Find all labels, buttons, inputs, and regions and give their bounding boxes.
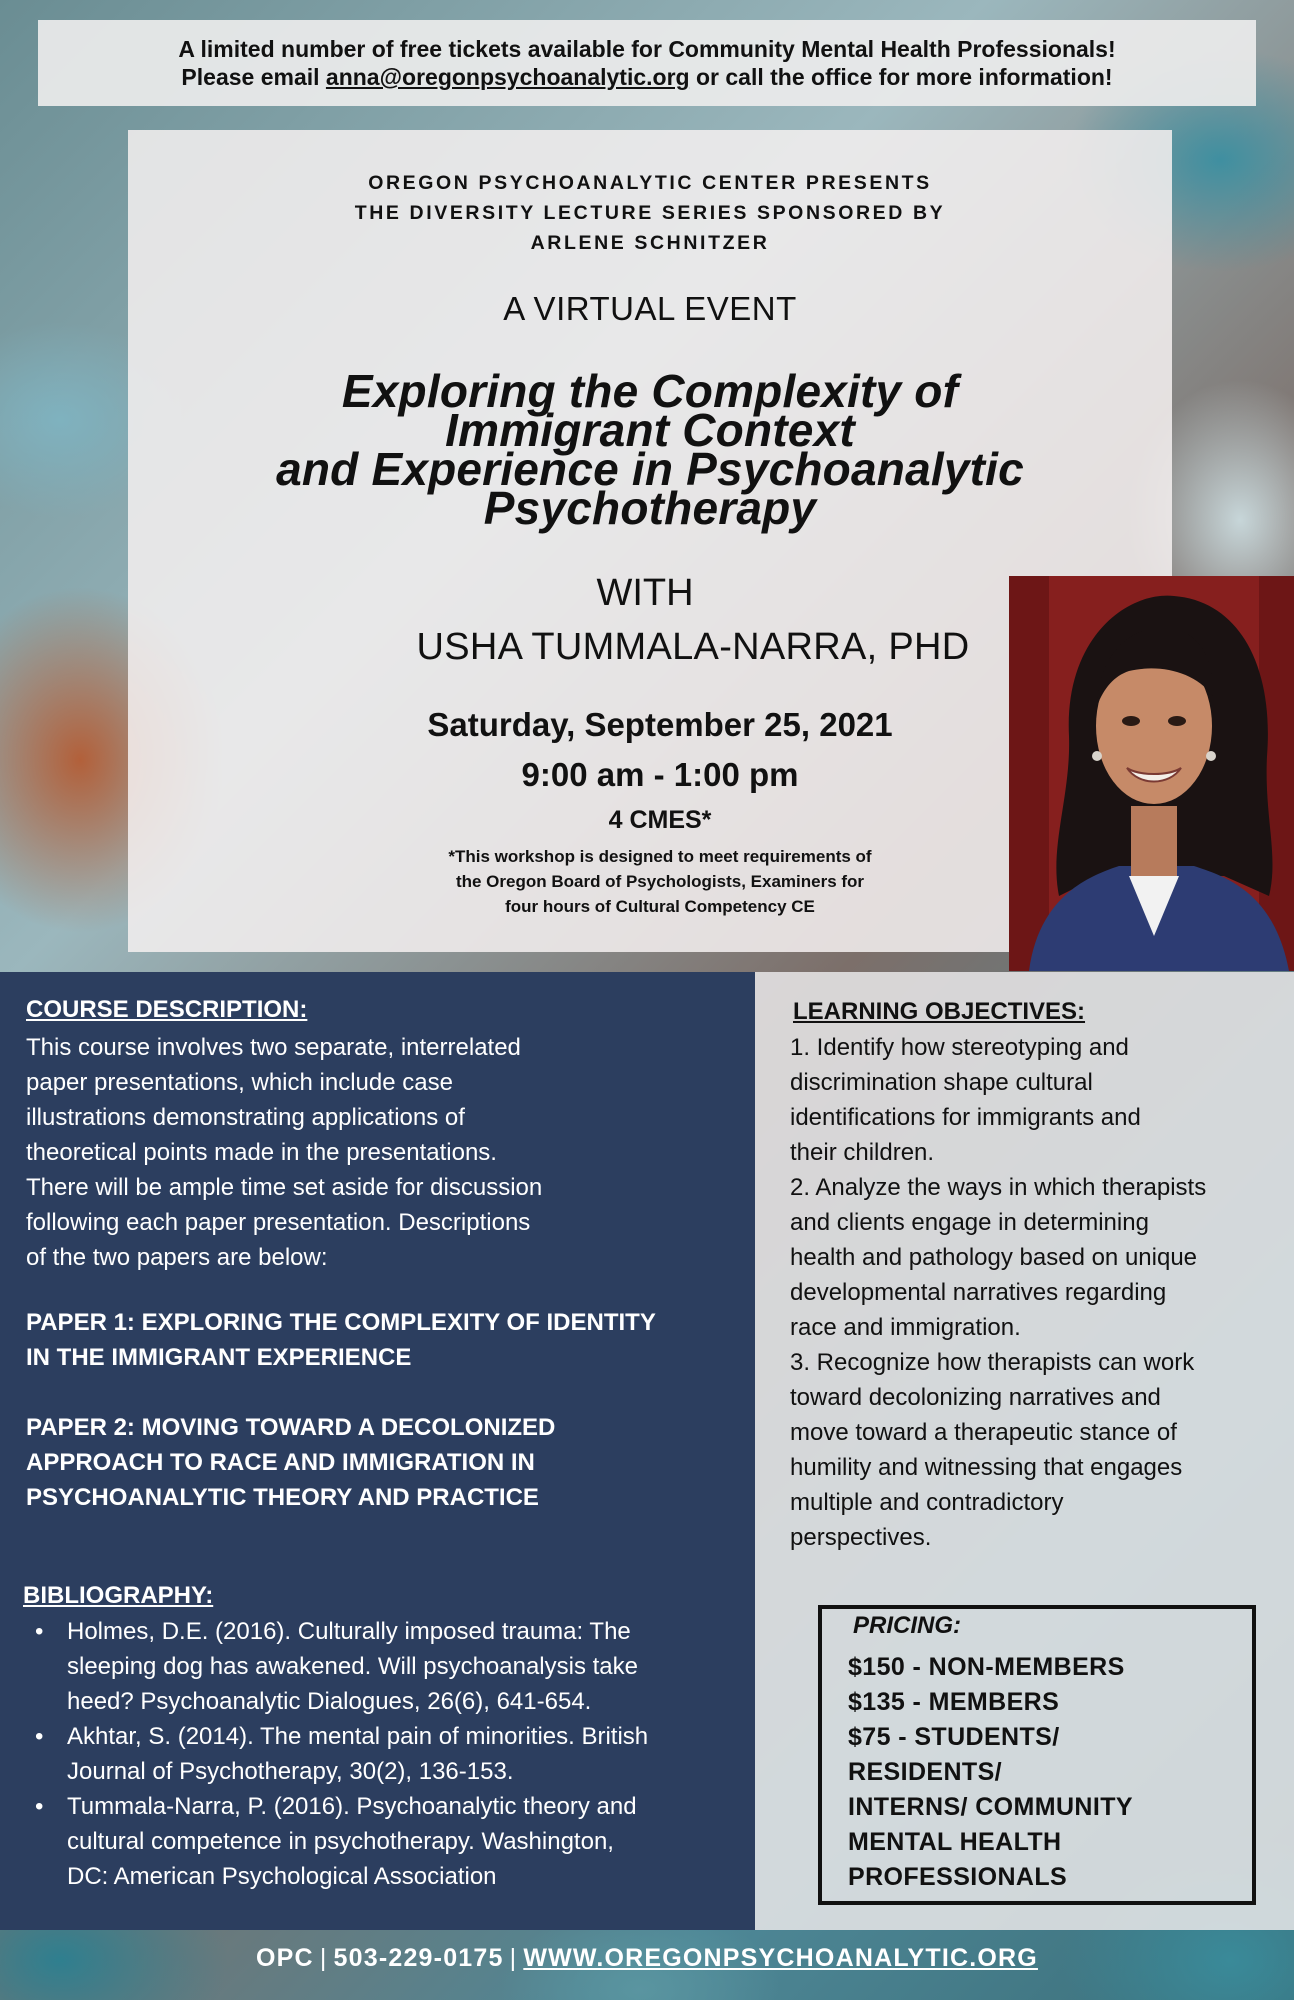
paper-2-title xyxy=(26,1410,746,1515)
pricing-line: $135 - MEMBERS xyxy=(848,1688,1060,1716)
pricing-line: PROFESSIONALS xyxy=(848,1863,1068,1891)
cme-credits: 4 CMES* xyxy=(608,806,712,834)
footer-separator: | xyxy=(319,1944,328,1972)
bibliography-heading: BIBLIOGRAPHY: xyxy=(23,1582,214,1609)
speaker-photo xyxy=(1009,576,1294,971)
banner-line-1: A limited number of free tickets available for Community Mental Health Professionals! xyxy=(178,36,1116,62)
presents-line-2: THE DIVERSITY LECTURE SERIES SPONSORED BY xyxy=(354,202,946,224)
presents-line-1: OREGON PSYCHOANALYTIC CENTER PRESENTS xyxy=(368,172,932,194)
objective-line: race and immigration. xyxy=(790,1314,1021,1341)
event-date: Saturday, September 25, 2021 xyxy=(427,706,893,743)
event-time: 9:00 am - 1:00 pm xyxy=(521,756,799,793)
paper-1-line-2: IN THE IMMIGRANT EXPERIENCE xyxy=(26,1344,412,1371)
learning-objectives-list xyxy=(790,1030,1280,1555)
course-line: paper presentations, which include case xyxy=(26,1069,453,1096)
pricing-heading: PRICING: xyxy=(853,1612,961,1639)
paper-2-line-2: APPROACH TO RACE AND IMMIGRATION IN xyxy=(26,1449,535,1476)
course-description xyxy=(26,1030,726,1275)
footer-separator: | xyxy=(509,1944,518,1972)
cme-note-line-1: *This workshop is designed to meet requirements of xyxy=(448,847,872,866)
course-line: illustrations demonstrating applications of xyxy=(26,1104,465,1131)
pricing-line: INTERNS/ COMMUNITY xyxy=(848,1793,1133,1821)
course-line: This course involves two separate, interrelated xyxy=(26,1034,521,1061)
course-line: There will be ample time set aside for discussion xyxy=(26,1174,543,1201)
paper-1-title xyxy=(26,1305,746,1375)
learning-objectives-heading: LEARNING OBJECTIVES: xyxy=(793,998,1086,1025)
paper-1-line-1: PAPER 1: EXPLORING THE COMPLEXITY OF IDENTITY xyxy=(26,1309,656,1336)
objective-line: multiple and contradictory xyxy=(790,1489,1064,1516)
footer-contact xyxy=(0,1930,1294,2000)
objective-line: humility and witnessing that engages xyxy=(790,1454,1183,1481)
paper-2-line-3: PSYCHOANALYTIC THEORY AND PRACTICE xyxy=(26,1484,539,1511)
title-line-3: and Experience in Psychoanalytic xyxy=(276,443,1024,495)
objective-line: identifications for immigrants and xyxy=(790,1104,1141,1131)
speaker-name: USHA TUMMALA-NARRA, PHD xyxy=(416,626,970,668)
objective-line: developmental narratives regarding xyxy=(790,1279,1167,1306)
bibliography-line: • Akhtar, S. (2014). The mental pain of minorities. British xyxy=(67,1723,649,1750)
pricing-line: $75 - STUDENTS/ xyxy=(848,1723,1060,1751)
presenter-credits xyxy=(128,168,1172,258)
bibliography-list xyxy=(30,1614,730,1894)
banner-line-2-suffix: or call the office for more information! xyxy=(689,64,1113,90)
bibliography-line: DC: American Psychological Association xyxy=(67,1863,497,1890)
bibliography-line: sleeping dog has awakened. Will psychoanalysis take xyxy=(67,1653,638,1680)
objective-line: 2. Analyze the ways in which therapists xyxy=(790,1174,1207,1201)
with-label: WITH xyxy=(596,572,694,614)
pricing-list xyxy=(848,1650,1248,1895)
objective-line: move toward a therapeutic stance of xyxy=(790,1419,1177,1446)
objective-line: and clients engage in determining xyxy=(790,1209,1149,1236)
objective-line: health and pathology based on unique xyxy=(790,1244,1198,1271)
bibliography-line: cultural competence in psychotherapy. Washington, xyxy=(67,1828,614,1855)
bibliography-line: Journal of Psychotherapy, 30(2), 136-153. xyxy=(67,1758,514,1785)
pricing-line: $150 - NON-MEMBERS xyxy=(848,1653,1125,1681)
cme-note-line-2: the Oregon Board of Psychologists, Examiners for xyxy=(455,872,865,891)
bibliography-item xyxy=(30,1789,730,1894)
bibliography-line: • Holmes, D.E. (2016). Culturally imposed trauma: The xyxy=(67,1618,631,1645)
cme-note xyxy=(360,844,960,919)
objective-line: discrimination shape cultural xyxy=(790,1069,1093,1096)
course-line: of the two papers are below: xyxy=(26,1244,328,1271)
pricing-line: MENTAL HEALTH xyxy=(848,1828,1062,1856)
footer-org: OPC xyxy=(256,1944,314,1972)
footer-website-link[interactable]: WWW.OREGONPSYCHOANALYTIC.ORG xyxy=(523,1944,1038,1972)
course-description-heading: COURSE DESCRIPTION: xyxy=(26,996,308,1023)
objective-line: toward decolonizing narratives and xyxy=(790,1384,1161,1411)
title-line-2: Immigrant Context xyxy=(445,404,855,456)
paper-2-line-1: PAPER 2: MOVING TOWARD A DECOLONIZED xyxy=(26,1414,556,1441)
bibliography-line: • Tummala-Narra, P. (2016). Psychoanalytic theory and xyxy=(67,1793,637,1820)
banner-line-2-prefix: Please email xyxy=(181,64,326,90)
bibliography-line: heed? Psychoanalytic Dialogues, 26(6), 641-654. xyxy=(67,1688,592,1715)
objective-line: their children. xyxy=(790,1139,935,1166)
speaker-portrait-illustration xyxy=(1009,576,1294,971)
objective-line: 1. Identify how stereotyping and xyxy=(790,1034,1129,1061)
title-line-1: Exploring the Complexity of xyxy=(341,365,959,417)
free-tickets-banner xyxy=(38,20,1256,106)
course-line: theoretical points made in the presentations. xyxy=(26,1139,497,1166)
presents-line-3: ARLENE SCHNITZER xyxy=(530,232,770,254)
cme-note-line-3: four hours of Cultural Competency CE xyxy=(505,897,815,916)
pricing-line: RESIDENTS/ xyxy=(848,1758,1003,1786)
footer-phone[interactable]: 503-229-0175 xyxy=(333,1944,504,1972)
event-title xyxy=(150,365,1150,534)
course-line: following each paper presentation. Descriptions xyxy=(26,1209,531,1236)
title-line-4: Psychotherapy xyxy=(483,482,817,534)
objective-line: 3. Recognize how therapists can work xyxy=(790,1349,1195,1376)
event-type: A VIRTUAL EVENT xyxy=(503,290,797,327)
bibliography-item xyxy=(30,1614,730,1719)
contact-email-link[interactable]: anna@oregonpsychoanalytic.org xyxy=(325,64,690,90)
bibliography-item xyxy=(30,1719,730,1789)
objective-line: perspectives. xyxy=(790,1524,932,1551)
banner-line-2 xyxy=(38,63,1256,91)
